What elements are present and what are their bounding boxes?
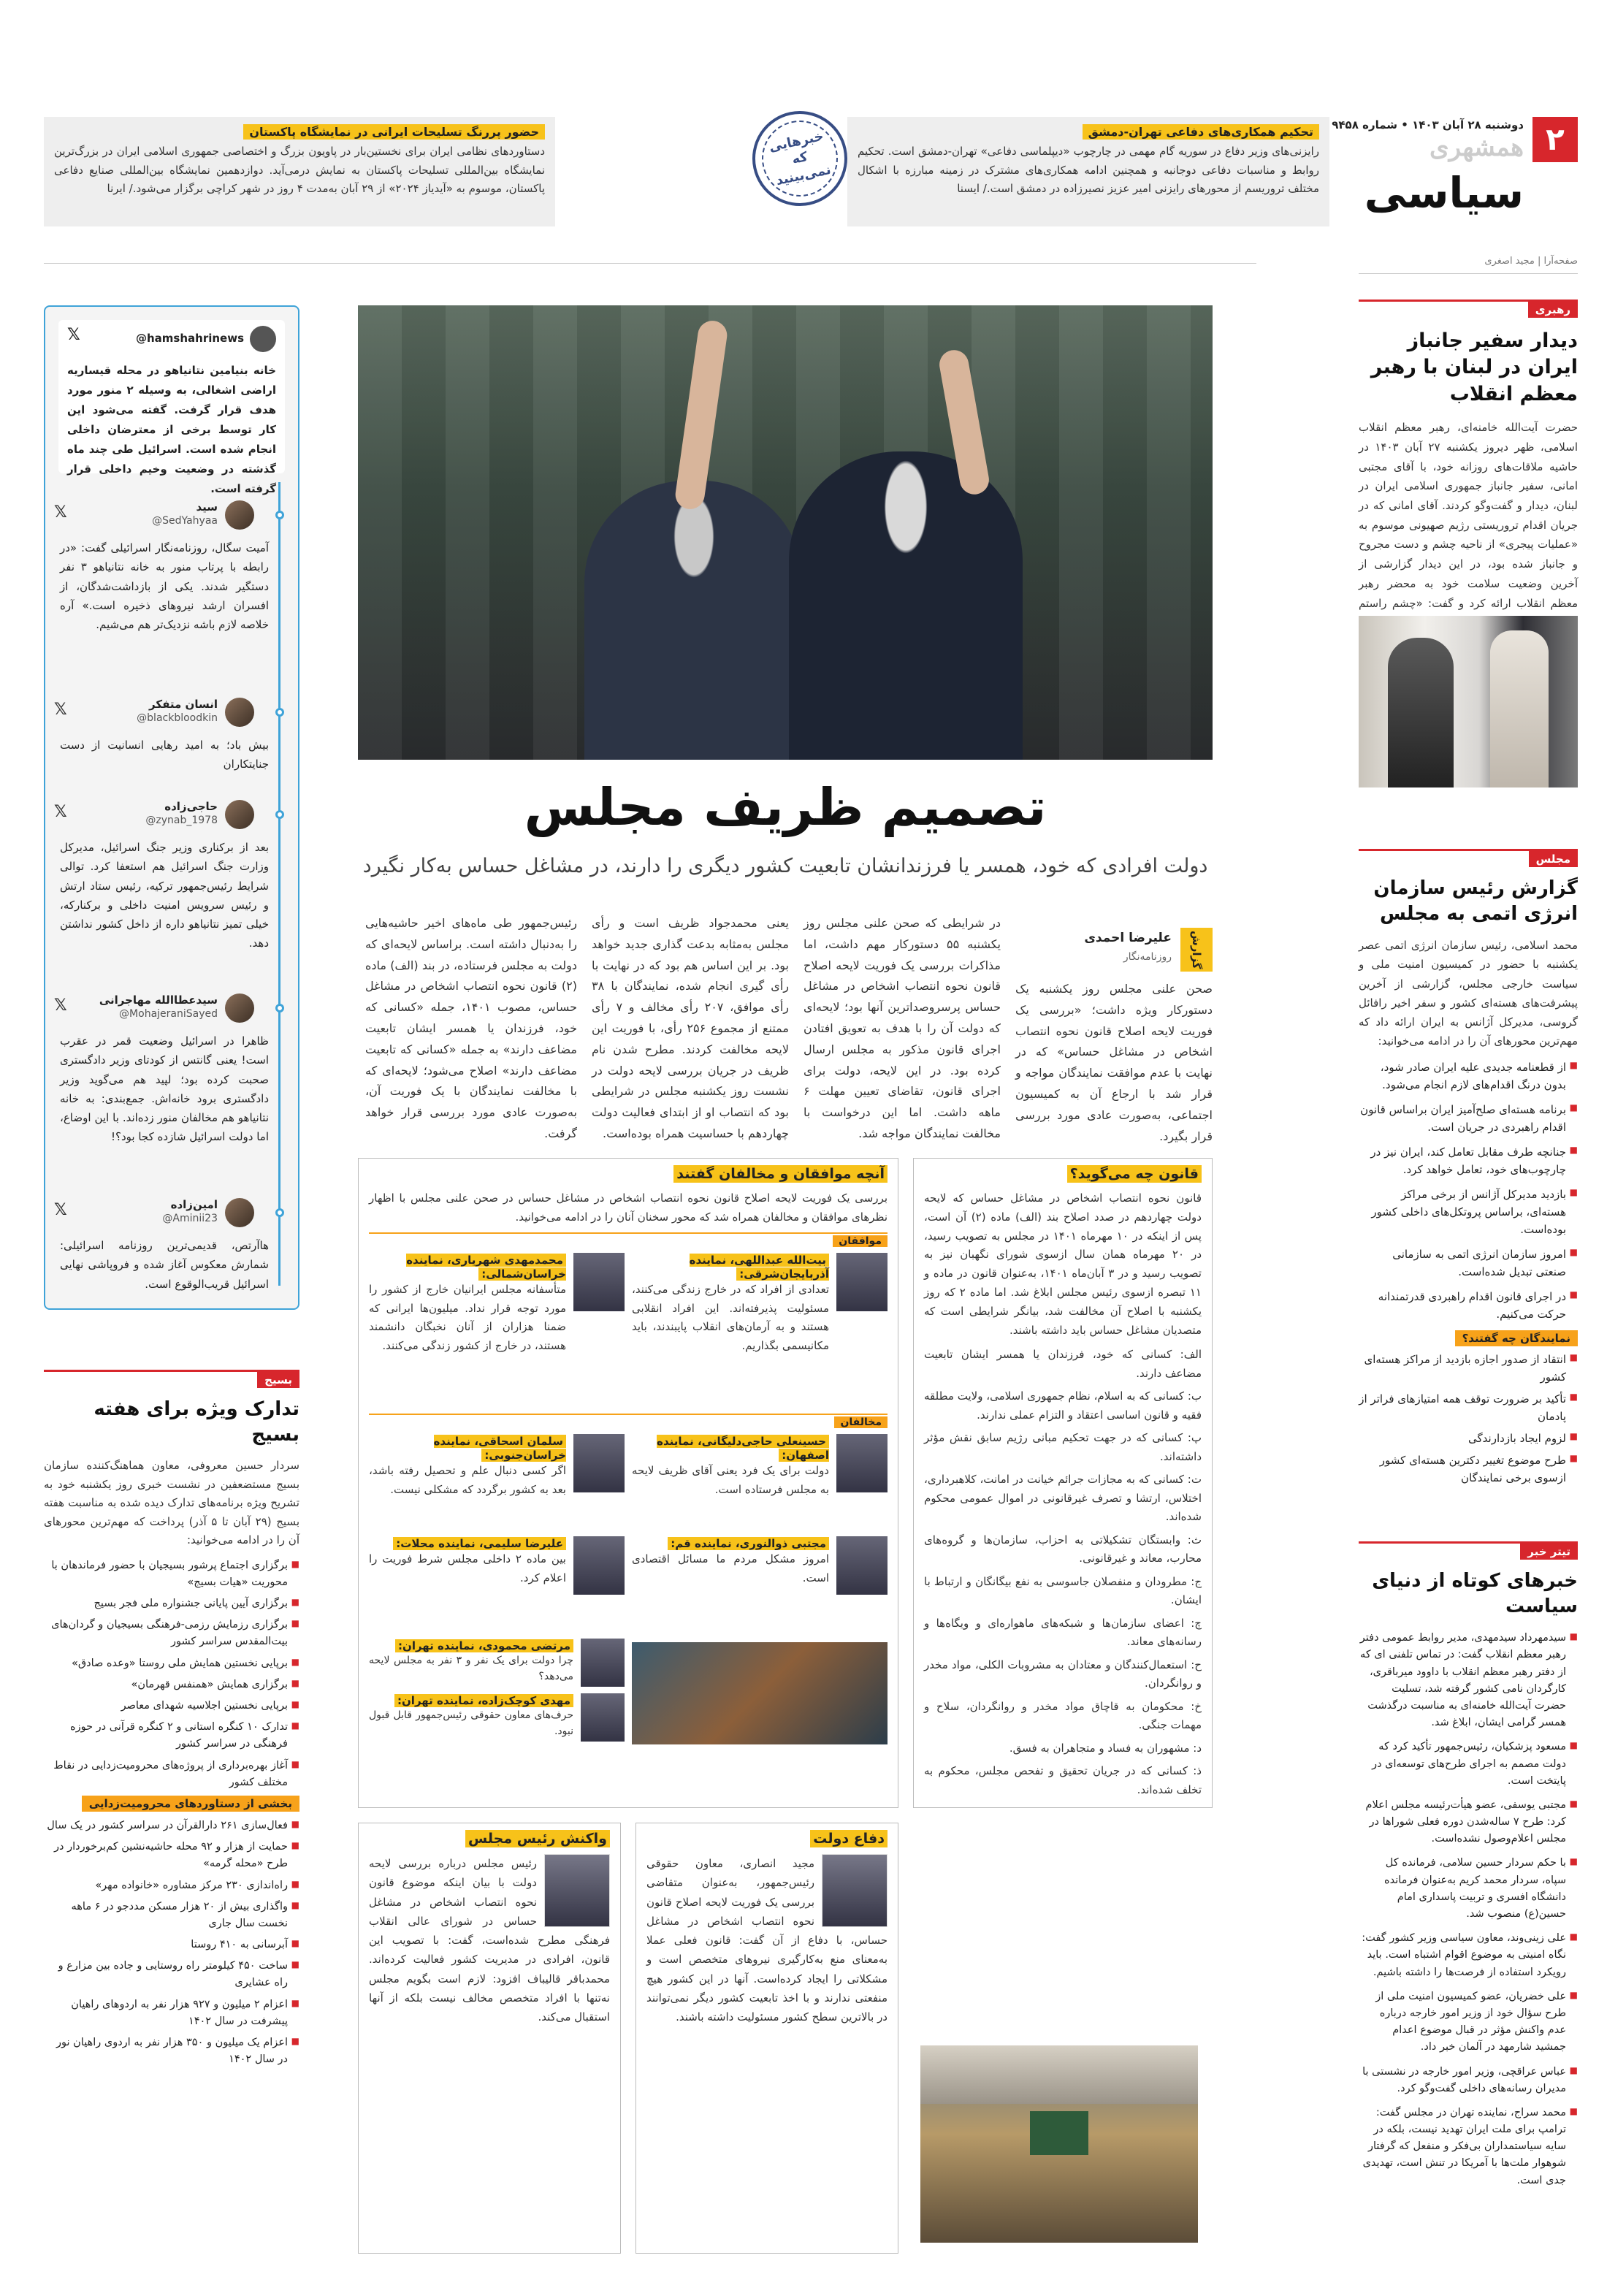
body-col-3: یعنی محمدجواد ظریف است و رأی مجلس به‌مثابه بدعت گذاری جدید خواهد بود. بر این اساس هم بود که در نهایت با رأی گیری انجام شده، نمایندگان با ۳۸ رأی موافق، ۲۰۷ رأی مخالف و ۷ رأی ممتنع از مجموع ۲۵۶ رأی، با فوریت این لایحه مخالفت کردند. مطرح شدن نام ظریف در جریان بررسی لایحه دولت در نشست روز یکشنبه مجلس در شرایطی بود که انتصاب او از ابتدای فعالیت دولت چهاردهم با حساسیت همراه بوده‌است.: [592, 916, 789, 1140]
top-news-1-title: تحکیم همکاری‌های دفاعی تهران-دمشق: [1083, 124, 1319, 140]
majlis-sub-item: ■ طرح موضوع تغییر دکترین هسته‌ای کشور ازسوی برخی نمایندگان: [1359, 1452, 1578, 1487]
defense-title: دفاع دولت: [810, 1830, 888, 1847]
basij-tag: بسیج: [257, 1372, 299, 1388]
top-news-2: [44, 117, 555, 226]
majlis-body: محمد اسلامی، رئیس سازمان انرژی اتمی عصر یکشنبه با حضور در کمیسیون امنیت ملی و سیاست خارجی مجلس، گزارشی از آخرین پیشرفت‌های هسته‌ای کشور و سفر اخیر رافائل گروسی، مدیرکل آژانس به ایران ارائه داد که مهم‌ترین محورهای آن را در ادامه می‌خوانید:: [1359, 939, 1578, 1048]
law-item: الف: کسانی که خود، فرزندان یا همسر ایشان تابعیت مضاعف دارند.: [924, 1348, 1202, 1380]
basij-sub-item: ■ آبرسانی به ۴۱۰ روستا: [44, 1937, 299, 1953]
tweet-handle: @Aminii23: [162, 1213, 218, 1224]
parliament-photo-2: [920, 2045, 1198, 2243]
tweet: [45, 800, 298, 983]
section-title: سیاسی: [1364, 168, 1524, 218]
tweet-handle: @zynab_1978: [145, 815, 218, 826]
majlis-news: [1359, 849, 1578, 1484]
basij-sub-item: ■ فعال‌سازی ۲۶۱ دارالقرآن در سراسر کشور در یک سال: [44, 1818, 299, 1834]
agree-photo-2: [573, 1253, 625, 1311]
defense-body: مجید انصاری، معاون حقوقی رئیس‌جمهور، به‌عنوان متقاضی بررسی یک فوریت لایحه اصلاح قانون نحوه انتصاب اشخاص در مشاغل حساس، با دفاع از آن گفت: قانون فعلی عملا به‌معنای منع به‌کارگیری نیروهای متخصص است و مشکلاتی را ایجاد کرده‌است. آنها در این کشور هیچ منفعتی ندارند و با اخذ تابعیت کشور دیگر نمی‌توانند در بالاترین سطح کشور مسئولیت داشته باشند.: [646, 1857, 888, 2024]
disagree-photo: [836, 1536, 888, 1595]
majlis-item: ■ در اجرای قانون اقدام راهبردی قدرتمندانه حرکت می‌کنیم.: [1359, 1288, 1578, 1323]
main-headline: تصمیم ظریف مجلس: [524, 777, 1047, 837]
brief-item: ■ عباس عراقچی، وزیر امور خارجه در نشستی با مدیران رسانه‌های داخلی گفت‌وگو کرد.: [1359, 2064, 1578, 2097]
paper-name: همشهری: [1429, 133, 1524, 162]
brief-item: ■ سیدمهرداد سیدمهدی، مدیر روابط عمومی دفتر رهبر معظم انقلاب گفت: در تماس تلفنی ای که از دفتر رهبر معظم انقلاب با داوود میرباقری، کارگردان نامی کشور گرفته شد، تسلیت حضرت آیت‌الله خامنه‌ای به مناسبت درگذشت همسر گرامی ایشان، ابلاغ شد.: [1359, 1630, 1578, 1731]
top-news-1-body: رایزنی‌های وزیر دفاع در سوریه گام مهمی در چارچوب «دیپلماسی دفاعی» تهران-دمشق است. تحکیم روابط و مناسبات دفاعی دوجانبه و همچنین ادامه همکاری‌های مشترک در زمینه مبارزه با اشکال مختلف تروریسم از محورهای رایزنی امیر عزیز نصیرزاده در دمشق است./ ایسنا: [858, 145, 1319, 195]
timeline-dot: [275, 1004, 284, 1012]
agree-text: متأسفانه مجلس ایرانیان خارج از کشور را مورد توجه قرار نداد. میلیون‌ها ایرانی که ضمنا هزاران از آنان نخبگان دانشمند هستند، در خارج از کشور زندگی می‌کنند.: [369, 1283, 566, 1352]
basij-item: ■ آغاز بهره‌برداری از پروژه‌های محرومیت‌زدایی در نقاط مختلف کشور: [44, 1758, 299, 1791]
disagree-name: حسینعلی حاجی‌دلیگانی، نماینده اصفهان:: [657, 1435, 829, 1462]
basij-sub-item: ■ حمایت از هزار و ۹۲ محله حاشیه‌نشین کم‌برخوردار در طرح «محله گرمه»: [44, 1839, 299, 1872]
basij-box: [44, 1370, 299, 2272]
agree-label: موافقان: [833, 1235, 888, 1247]
tweet: [45, 993, 298, 1183]
tweet-text: بیش باد؛ به امید رهایی انسانیت از دست جنایتکاران: [60, 739, 269, 771]
majlis-tag: مجلس: [1529, 851, 1578, 867]
x-icon: 𝕏: [54, 803, 67, 821]
stamp-text: خبرهایی که نمی‌بینید: [767, 128, 833, 188]
law-title: قانون چه می‌گوید؟: [1067, 1165, 1202, 1183]
top-divider: [44, 263, 1256, 264]
opinions-title: آنچه موافقان و مخالفان گفتند: [673, 1165, 888, 1183]
basij-sub-item: ■ ساخت ۴۵۰ کیلومتر راه روستایی و جاده بین مزارع و راه عشایری: [44, 1958, 299, 1991]
disagree-photo: [573, 1434, 625, 1492]
disagree-name: علیرضا سلیمی، نماینده محلات:: [393, 1537, 566, 1550]
disagree-text: دولت برای یک فرد یعنی آقای ظریف لایحه به مجلس فرستاده است.: [632, 1464, 829, 1496]
majlis-item: ■ جنانچه طرف مقابل تعامل کند، ایران نیز در چارچوب‌های خود، تعامل خواهد کرد.: [1359, 1143, 1578, 1178]
tweet-handle: @SedYahyaa: [152, 515, 218, 527]
tweets-box: [44, 305, 299, 1310]
leader-photo: [1359, 616, 1578, 787]
brief-item: ■ مجتبی یوسفی، عضو هیأت‌رئیسه مجلس اعلام کرد: طرح ۷ ساله‌شدن دوره فعلی شوراها در مجلس اعلام‌وصول نشده‌است.: [1359, 1797, 1578, 1848]
tweet: [45, 1198, 298, 1300]
timeline-dot: [275, 1208, 284, 1217]
basij-item: ■ برگزاری آیین پایانی جشنواره ملی فجر بسیج: [44, 1595, 299, 1612]
date-line: دوشنبه ۲۸ آبان ۱۴۰۳ • شماره ۹۴۵۸: [1332, 118, 1524, 131]
avatar: [225, 698, 254, 727]
agree-name: محمدمهدی شهریاری، نماینده خراسان‌شمالی:: [406, 1254, 566, 1281]
body-col-2: در شرایطی که صحن علنی مجلس روز یکشنبه ۵۵ دستورکار مهم داشت، اما مذاکرات بررسی یک فوریت لایحه اصلاح قانون نحوه انتصاب اشخاص در مشاغل حساس پرسروصداترین آنها بود؛ لایحه‌ای که دولت آن را با هدف به تعویق افتادن اجرای قانون مذکور به مجلس ارسال کرده بود. در این لایحه، دولت برای اجرای قانون، تقاضای تعیین مهلت ۶ ماهه داشت. اما این درخواست با مخالفت نمایندگان مواجه شد.: [804, 916, 1001, 1140]
basij-item: ■ برگزاری رزمایش رزمی-فرهنگی بسیجیان و گردان‌های بیت‌المقدس سراسر کشور: [44, 1617, 299, 1650]
majlis-sub-item: ■ لزوم ایجاد بازدارندگی: [1359, 1430, 1578, 1447]
x-icon: 𝕏: [54, 701, 67, 719]
tweets-header-handle: @hamshahrinews: [135, 332, 244, 345]
report-tag: گزارش: [1180, 928, 1213, 972]
avatar: [225, 800, 254, 829]
basij-item: ■ برگزاری اجتماع پرشور بسیجیان با حضور فرماندهان با محوریت «هیات بسیج»: [44, 1557, 299, 1591]
basij-intro: سردار حسین معروفی، معاون هماهنگ‌کننده سازمان بسیج مستضعفین در نشست خبری روز یکشنبه خود به تشریح ویژه برنامه‌های تدارک دیده شده به مناسبت هفته بسیج (۲۹ آبان تا ۵ آذر) پرداخت که مهم‌ترین محورهای آن را در ادامه می‌خوانید:: [44, 1459, 299, 1547]
avatar: [225, 993, 254, 1023]
speaker-body: رئیس مجلس درباره بررسی لایحه دولت با بیان اینکه موضوع قانون نحوه انتصاب اشخاص در مشاغل حساس در شورای عالی انقلاب فرهنگی مطرح شده‌است، گفت: با تصویب این قانون، افرادی در مدیریت کشور فعالیت کرده‌اند. محمدباقر قالیباف افزود: لازم است بگویم مجلس نه‌تنها با افراد متخصص مخالف نیست بلکه از آنها استقبال می‌کند.: [369, 1857, 610, 2024]
editor-credit: صفحه‌آرا | مجید اصغری: [1484, 256, 1578, 267]
law-item: چ: اعضای سازمان‌ها و شبکه‌های ماهواره‌ای و ویگاه‌ها و رسانه‌های معاند.: [924, 1616, 1202, 1649]
law-item: خ: محکومان به قاچاق مواد مخدر و روانگردان، سلاح و مهمات جنگی.: [924, 1699, 1202, 1732]
opinions-intro: بررسی یک فوریت لایحه اصلاح قانون نحوه انتصاب اشخاص در مشاغل حساس در صحن علنی مجلس با اظهار نظرهای موافقان و مخالفان همراه شد که محور سخنان آنان را در ادامه می‌خوانید.: [369, 1191, 888, 1224]
basij-item: ■ برپایی نخستین اجلاسیه شهدای معاصر: [44, 1698, 299, 1715]
law-item: ج: مطرودان و منفصلان جاسوسی به نفع بیگانگان و ارتباط با ایشان.: [924, 1574, 1202, 1607]
majlis-item: ■ برنامه هسته‌ای صلح‌آمیز ایران براساس قانون اقدام راهبردی در جریان است.: [1359, 1101, 1578, 1136]
majlis-item: ■ از قطعنامه جدیدی علیه ایران صادر شود، بدون درنگ اقدام‌های لازم انجام می‌شود.: [1359, 1059, 1578, 1094]
speaker-photo: [544, 1854, 610, 1927]
opinions-box: [358, 1158, 898, 1808]
disagree-text: امروز مشکل مردم ما مسائل اقتصادی است.: [632, 1552, 829, 1584]
majlis-sub-tag: نمایندگان چه گفتند؟: [1455, 1330, 1578, 1346]
leader-title: دیدار سفیر جانباز ایران در لبنان با رهبر معظم انقلاب: [1370, 329, 1578, 405]
tweet: [45, 500, 298, 679]
tweet-name: سید: [196, 500, 218, 514]
stamp: [744, 102, 856, 215]
report-byline: [1015, 928, 1213, 972]
basij-title: تدارک ویژه برای هفته بسیج: [93, 1398, 299, 1446]
x-icon: 𝕏: [54, 503, 67, 522]
brief-item: ■ علی زینی‌وند، معاون سیاسی وزیر کشور گفت: نگاه امنیتی به موضوع اقوام اشتباه است. باید رویکرد استفاده از فرصت‌ها را داشته باشیم.: [1359, 1930, 1578, 1981]
majlis-item: ■ بازدید مدیرکل آژانس از برخی مراکز هسته‌ای، براساس پروتکل‌های داخلی کشور بوده‌است.: [1359, 1186, 1578, 1238]
majlis-sub-item: ■ تأکید بر ضرورت توقف همه امتیازهای فراتر از پادمان: [1359, 1390, 1578, 1425]
law-intro: قانون نحوه انتصاب اشخاص در مشاغل حساس که لایحه دولت چهاردهم در صدد اصلاح بند (الف) ماده (۲) آن است، پس از اینکه در ۱۰ مهرماه ۱۴۰۱ در مجلس به تصویب رسید، در ۲۰ مهرماه همان سال ازسوی شورای نگهبان نیز به تصویب رسید و در ۳ آبان‌ماه ۱۴۰۱، به‌عنوان قانون در ماده و ۱۱ تبصره ازسوی رئیس مجلس ابلاغ شد. اما ماده ۲ که روز یکشنبه با اصلاح آن مخالفت شد، بیانگر شرایطی است که متصدیان مشاغل حساس باید داشته باشند.: [924, 1191, 1202, 1337]
tweet-name: امین‌زاده: [170, 1198, 218, 1211]
x-icon: 𝕏: [54, 1201, 67, 1219]
tweets-header: [58, 320, 285, 495]
tweet-text: بعد از برکناری وزیر جنگ اسرائیل، مدیرکل وزارت جنگ اسرائیل هم استعفا کرد. توالی شرایط رئیس‌جمهور ترکیه، رئیس ستاد ارتش و رئیس سرویس امنیت داخلی و برکنارکه، خیلی تمیز نتانیاهو داره از داخل کشور نداشتن دهد.: [60, 841, 269, 950]
agree-name: بیت‌الله عبداللهی، نماینده آذربایجان‌شرقی:: [689, 1254, 829, 1281]
brief-item: ■ محمد سراج، نماینده تهران در مجلس گفت: ترامپ برای ملت ایران تهدید نیست، بلکه در سایه سیاستمداران بی‌فکر و منفعل که گرفتار شوهوار ملت‌ها با آمریکا در تنش است، تهدیدی جدی است.: [1359, 2105, 1578, 2189]
main-subhead: دولت افرادی که خود، همسر یا فرزندانشان تابعیت کشور دیگری را دارند، در مشاغل حساس به‌کار نگیرد: [362, 855, 1208, 877]
majlis-title: گزارش رئیس سازمان انرژی اتمی به مجلس: [1373, 877, 1578, 926]
law-item: ح: استعمال‌کنندگان و معتادان به مشروبات الکلی، مواد مخدر و روانگردان.: [924, 1658, 1202, 1690]
basij-sub-item: ■ راه‌اندازی ۲۳۰ مرکز مشاوره «خانواده مهر»: [44, 1877, 299, 1894]
tweets-header-text: خانه بنیامین نتانیاهو در محله قیساریه اراضی اشغالی، به وسیله ۲ منور مورد هدف قرار گرفت. گفته می‌شود این کار توسط برخی از معترضان داخلی انجام شده است. اسرائیل طی چند ماه گذشته در وضعیت وخیم داخلی قرار گرفته است.: [67, 364, 277, 495]
x-icon: 𝕏: [54, 996, 67, 1015]
law-item: د: مشهوران به فساد و متجاهران به فسق.: [1009, 1741, 1202, 1755]
parliament-photo-1: [632, 1642, 888, 1744]
briefs-news: [1359, 1541, 1578, 2272]
tweet-text: ظاهرا در اسرائیل وضعیت قمر در عقرب است! یعنی گانتس از کودتای وزیر دادگستری صحبت کرده بود؛ لپید هم می‌گوید وزیر دادگستری برود خانه‌اش. جمع‌بندی: به خانه نتانیاهو هم مخالفان منور زده‌اند. با این اوضاع، اما دولت اسرائیل شازده کجا بود؟!: [60, 1034, 269, 1144]
speaker-box: [358, 1823, 621, 2254]
basij-item: ■ برگزاری همایش «همنفس قهرمان»: [44, 1677, 299, 1693]
top-news-2-body: دستاوردهای نظامی ایران برای نخستین‌بار در پاویون بزرگ و اختصاصی جمهوری اسلامی ایران در بزرگ‌ترین نمایشگاه بین‌المللی تسلیحات پاکستان به نمایش درمی‌آید. دوازدهمین نمایشگاه بین‌المللی صنایع دفاعی پاکستان، موسوم به «آیدیاز ۲۰۲۴» از ۲۹ آبان به‌مدت ۴ روز در شهر کراچی برگزار می‌شود./ ایرنا: [54, 145, 545, 195]
disagree-photo: [581, 1693, 625, 1742]
law-item: ت: کسانی که به مجازات جرائم خیانت در امانت، کلاهبرداری، اختلاس، ارتشا و تصرف غیرقانونی در اموال عمومی محکوم شده‌اند.: [924, 1473, 1202, 1524]
tweet-name: انسان متفکر: [149, 698, 218, 711]
avatar: [225, 1198, 254, 1227]
timeline-dot: [275, 511, 284, 519]
body-col-4: رئیس‌جمهور طی ماه‌های اخیر حاشیه‌هایی را به‌دنبال داشته است. براساس لایحه‌ای که دولت به مجلس فرستاده، در بند (الف) ماده (۲) قانون نحوه انتصاب اشخاص در مشاغل حساس، مصوب ۱۴۰۱، جمله «کسانی که خود، فرزندان یا همسر ایشان تابعیت مضاعف دارند» به جمله «کسانی که تابعیت مضاعف دارند» اصلاح می‌شود؛ لایحه‌ای که با مخالفت نمایندگان با یک فوریت آن، به‌صورت عادی مورد بررسی قرار خواهد گرفت.: [365, 916, 577, 1140]
author-role: روزنامه‌نگار: [1123, 951, 1172, 963]
basij-item: ■ برپایی نخستین همایش ملی روستا «وعده صادق»: [44, 1655, 299, 1672]
disagree-name: مجتبی ذوالنوری، نماینده قم:: [668, 1537, 829, 1550]
tweet-handle: @MohajeraniSayed: [119, 1008, 218, 1020]
disagree-text: چرا دولت برای یک نفر و ۳ نفر به مجلس لایحه می‌دهد؟: [369, 1655, 573, 1683]
masthead: [1332, 117, 1578, 278]
leader-body: حضرت آیت‌الله خامنه‌ای، رهبر معظم انقلاب اسلامی، ظهر دیروز یکشنبه ۲۷ آبان ۱۴۰۳ در حاشیه ملاقات‌های روزانه خود، با آقای مجتبی امانی، سفیر جانباز جمهوری اسلامی ایران در لبنان، دیدار و گفت‌وگو کردند. آقای امانی که در جریان اقدام تروریستی رژیم صهیونی موسوم به «عملیات پیجری» از ناحیه چشم و دست مجروح و جانباز شده بود، در این دیدار گزارشی از آخرین وضعیت سلامت خود به محضر رهبر معظم انقلاب ارائه کرد و گفت: «چشم راستم: [1359, 421, 1578, 610]
disagree-text: اگر کسی دنبال علم و تحصیل رفته باشد، بعد به کشور برگردد که مشکلی نیست.: [369, 1464, 566, 1496]
page-number: ۲: [1532, 117, 1578, 162]
leader-tag: رهبری: [1528, 302, 1578, 318]
x-logo-icon: 𝕏: [67, 326, 80, 344]
top-news-1: [847, 117, 1329, 226]
defense-photo: [822, 1854, 888, 1927]
tweet-text: هاآرتص، قدیمی‌ترین روزنامه اسرائیلی: شمارش معکوس آغاز شده و فروپاشی نهایی اسرائیل قریب‌الوقوع است.: [60, 1239, 269, 1291]
agree-text: تعدادی از افراد که در خارج زندگی می‌کنند، مسئولیت پذیرفته‌اند. این افراد انقلابی هستند و به آرمان‌های انقلاب پایبندند، باید مکانیسمی بگذاریم.: [632, 1283, 829, 1352]
tweet-name: حاجی‌زاده: [164, 800, 218, 813]
disagree-label: مخالفان: [834, 1416, 888, 1428]
brief-item: ■ علی خضریان، عضو کمیسیون امنیت ملی از طرح سؤال خود از وزیر امور خارجه درباره عدم واکنش مؤثر در قبال موضوع اعدام جمشید شارمهد در آلمان خبر داد.: [1359, 1988, 1578, 2056]
law-item: ث: وابستگان تشکیلاتی به احزاب، سازمان‌ها و گروه‌های محارب، معاند و غیرقانونی.: [924, 1533, 1202, 1565]
author-name: علیرضا احمدی: [1084, 931, 1172, 945]
majlis-item: ■ امروز سازمان انرژی اتمی به سازمانی صنعتی تبدیل شده‌است.: [1359, 1246, 1578, 1281]
basij-sub-tag: بخشی از دستاوردهای محرومیت‌زدایی: [82, 1796, 299, 1812]
speaker-title: واکنش رئیس مجلس: [465, 1830, 610, 1847]
agree-photo-1: [836, 1253, 888, 1311]
brief-item: ■ با حکم سردار حسین سلامی، فرمانده کل سپاه، سردار محمد کریم به‌عنوان فرمانده دانشگاه افسری و تربیت پاسداری امام حسین(ع) منصوب شد.: [1359, 1855, 1578, 1923]
basij-sub-item: ■ واگذاری بیش از ۲۰ هزار مسکن مددجو در ۶ ماهه نخست سال جاری: [44, 1899, 299, 1932]
basij-sub-item: ■ اعزام یک میلیون و ۳۵۰ هزار نفر به اردوی راهیان نور در سال ۱۴۰۲: [44, 2034, 299, 2068]
disagree-photo: [573, 1536, 625, 1595]
law-item: پ: کسانی که در جهت تحکیم مبانی رژیم سابق نقش مؤثر داشته‌اند.: [924, 1431, 1202, 1463]
masthead-divider: [1359, 273, 1578, 274]
basij-sub-item: ■ اعزام ۲ میلیون و ۹۲۷ هزار نفر به اردوهای راهیان پیشرفت در سال ۱۴۰۲: [44, 1996, 299, 2030]
disagree-photo: [836, 1434, 888, 1492]
main-photo: [358, 305, 1213, 760]
briefs-tag: تیتر خبر: [1520, 1544, 1578, 1560]
tweet-handle: @blackbloodkin: [137, 712, 218, 724]
avatar: [225, 500, 254, 530]
disagree-photo: [581, 1639, 625, 1687]
tweet: [45, 698, 298, 785]
hamshahri-logo-icon: [250, 326, 276, 352]
disagree-name: سلمان اسحاقی، نماینده خراسان‌جنوبی:: [433, 1435, 566, 1462]
disagree-name: مهدی کوچک‌زاده، نماینده تهران:: [394, 1694, 573, 1707]
basij-item: ■ تدارک ۱۰ کنگره استانی و ۲ کنگره قرآنی در حوزه فرهنگی در سراسر کشور: [44, 1719, 299, 1752]
timeline-dot: [275, 708, 284, 717]
disagree-text: بین ماده ۲ داخلی مجلس شرط فوریت را اعلام کرد.: [369, 1552, 566, 1584]
law-item: ذ: کسانی که در جریان تحقیق و تفحص مجلس، محکوم به تخلف شده‌اند.: [924, 1764, 1202, 1796]
timeline-dot: [275, 810, 284, 819]
brief-item: ■ مسعود پزشکیان، رئیس‌جمهور تأکید کرد که دولت مصمم به اجرای طرح‌های توسعه‌ای در پایتخت است.: [1359, 1739, 1578, 1790]
top-news-2-title: حضور پررنگ تسلیحات ایرانی در نمایشگاه پاکستان: [243, 124, 545, 140]
disagree-text: حرف‌های معاون حقوقی رئیس‌جمهور قابل قبول نبود.: [369, 1709, 573, 1738]
disagree-name: مرتضی محمودی، نماینده تهران:: [395, 1639, 573, 1652]
briefs-title: خبرهای کوتاه از دنیای سیاست: [1372, 1570, 1578, 1618]
law-box: [913, 1158, 1213, 1808]
tweet-text: آمیت سگال، روزنامه‌نگار اسرائیلی گفت: «در رابطه با پرتاب منور به خانه نتانیاهو ۳ نفر دستگیر شدند. یکی از بازداشت‌شدگان، از افسران ارشد نیروهای ذخیره است.» آره خلاصه لازم باشه نزدیک‌تر هم می‌شیم.: [60, 541, 270, 631]
body-col-1: صحن علنی مجلس روز یکشنبه یک دستورکار ویژه داشت؛ «بررسی یک فوریت لایحه اصلاح قانون نحوه انتصاب اشخاص در مشاغل حساس» که در نهایت با عدم موافقت نمایندگان مواجه و قرار شد با ارجاع آن به کمیسیون اجتماعی، به‌صورت عادی مورد بررسی قرار بگیرد.: [1015, 982, 1213, 1143]
law-item: ب: کسانی که به اسلام، نظام جمهوری اسلامی، ولایت مطلقه فقیه و قانون اساسی اعتقاد و التزام عملی ندارند.: [924, 1389, 1202, 1422]
defense-box: [635, 1823, 898, 2254]
tweet-name: سیدعطاالله مهاجرانی: [99, 993, 218, 1007]
majlis-sub-item: ■ انتقاد از صدور اجازه بازدید از مراکز هسته‌ای کشور: [1359, 1351, 1578, 1386]
